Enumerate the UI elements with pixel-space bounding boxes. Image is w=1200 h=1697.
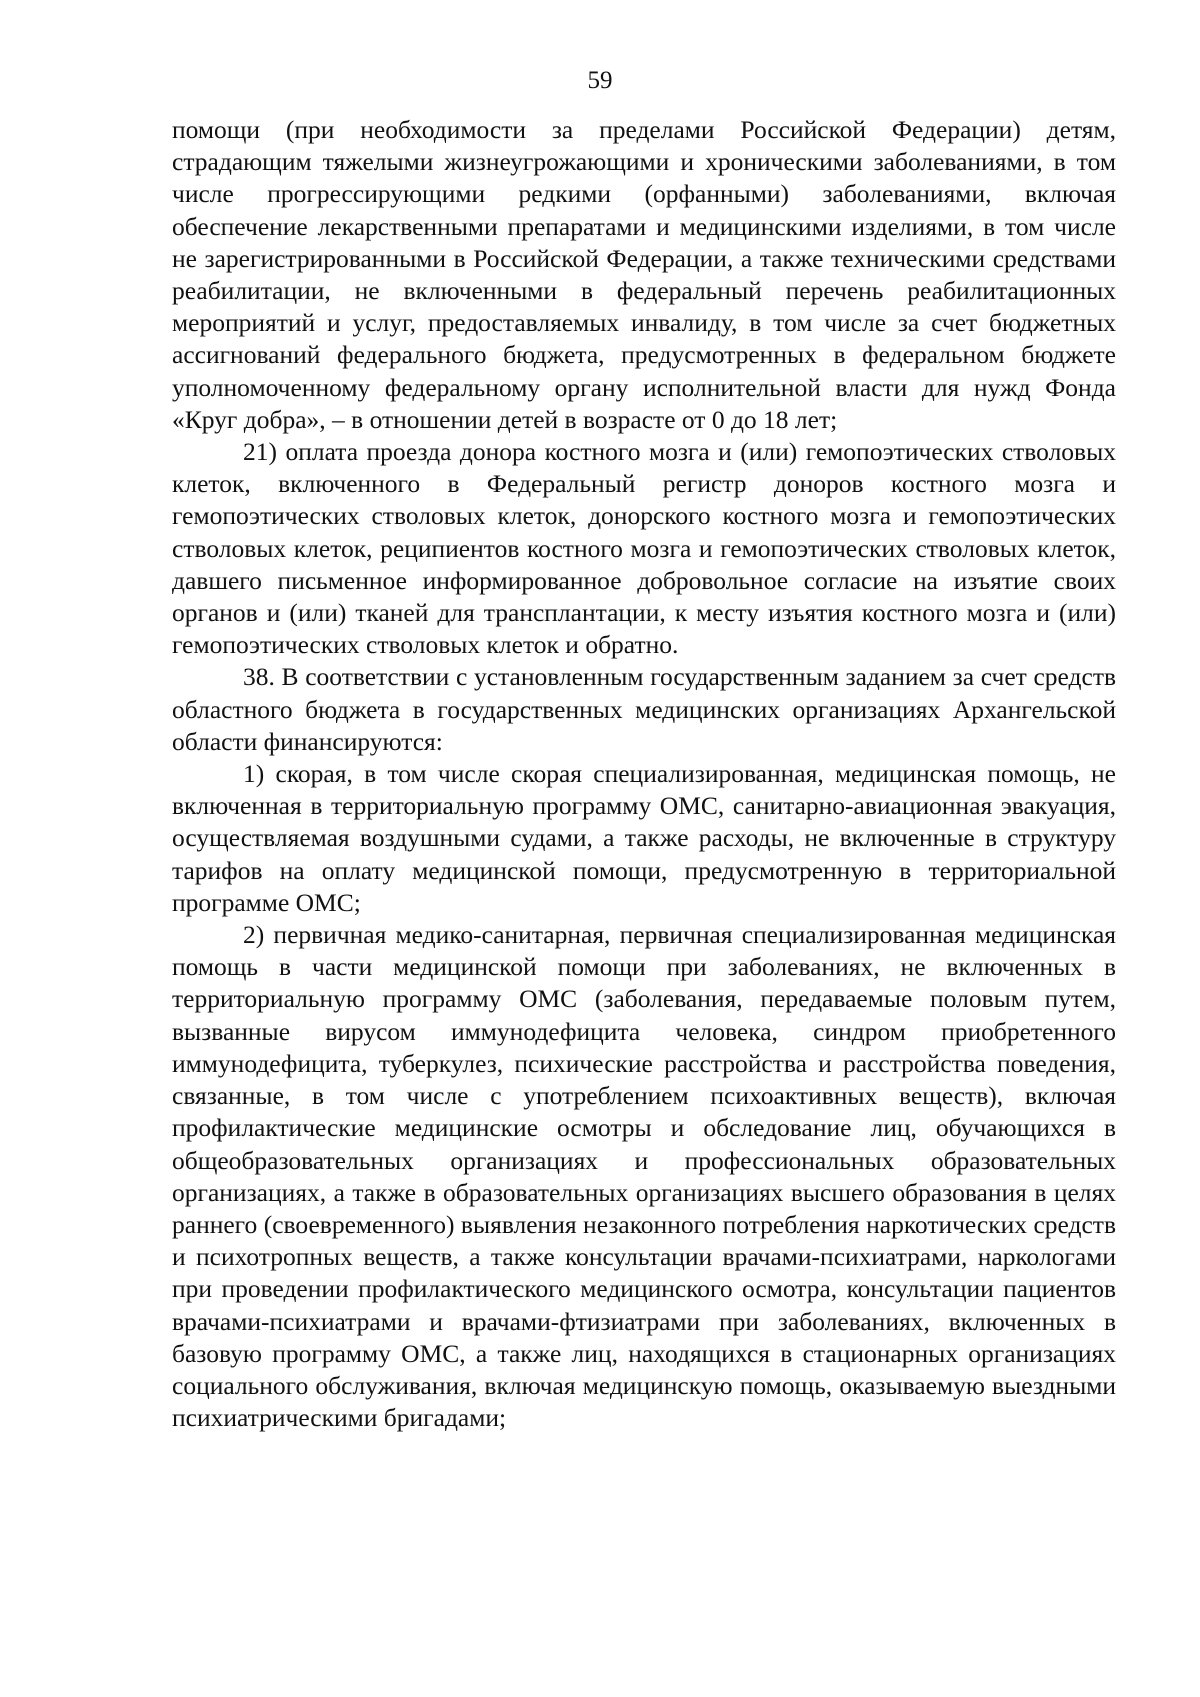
paragraph-item-1: 1) скорая, в том числе скорая специализированная, медицинская помощь, не включенная в территориальную программу ОМС, санитарно-авиационная эвакуация, осуществляемая воздушными судами, а также расходы, не включенные в структуру тарифов на оплату медицинской помощи, предусмотренную в территориальной программе ОМС; [172,759,1116,917]
paragraph-item-21: 21) оплата проезда донора костного мозга и (или) гемопоэтических стволовых клеток, включенного в Федеральный регистр доноров костного мозга и гемопоэтических стволовых клеток, донорского костного мозга и гемопоэтических стволовых клеток, реципиентов костного мозга и гемопоэтических стволовых клеток, давшего письменное информированное добровольное согласие на изъятие своих органов и (или) тканей для трансплантации, к месту изъятия костного мозга и (или) гемопоэтических стволовых клеток и обратно. [172,437,1116,660]
document-body [172,114,1116,1434]
paragraph-continuation: помощи (при необходимости за пределами Российской Федерации) детям, страдающим тяжелыми жизнеугрожающими и хроническими заболеваниями, в том числе прогрессирующими редкими (орфанными) заболеваниями, включая обеспечение лекарственными препаратами и медицинскими изделиями, в том числе не зарегистрированными в Российской Федерации, а также техническими средствами реабилитации, не включенными в федеральный перечень реабилитационных мероприятий и услуг, предоставляемых инвалиду, в том числе за счет бюджетных ассигнований федерального бюджета, предусмотренных в федеральном бюджете уполномоченному федеральному органу исполнительной власти для нужд Фонда «Круг добра», – в отношении детей в возрасте от 0 до 18 лет; [172,115,1116,434]
page-number: 59 [587,67,613,94]
paragraph-section-38: 38. В соответствии с установленным государственным заданием за счет средств областного бюджета в государственных медицинских организациях Архангельской области финансируются: [172,662,1116,756]
paragraph-item-2: 2) первичная медико-санитарная, первичная специализированная медицинская помощь в части медицинской помощи при заболеваниях, не включенных в территориальную программу ОМС (заболевания, передаваемые половым путем, вызванные вирусом иммунодефицита человека, синдром приобретенного иммунодефицита, туберкулез, психические расстройства и расстройства поведения, связанные, в том числе с употреблением психоактивных веществ), включая профилактические медицинские осмотры и обследование лиц, обучающихся в общеобразовательных организациях и профессиональных образовательных организациях, а также в образовательных организациях высшего образования в целях раннего (своевременного) выявления незаконного потребления наркотических средств и психотропных веществ, а также консультации врачами-психиатрами, наркологами при проведении профилактического медицинского осмотра, консультации пациентов врачами-психиатрами и врачами-фтизиатрами при заболеваниях, включенных в базовую программу ОМС, а также лиц, находящихся в стационарных организациях социального обслуживания, включая медицинскую помощь, оказываемую выездными психиатрическими бригадами; [172,920,1116,1433]
